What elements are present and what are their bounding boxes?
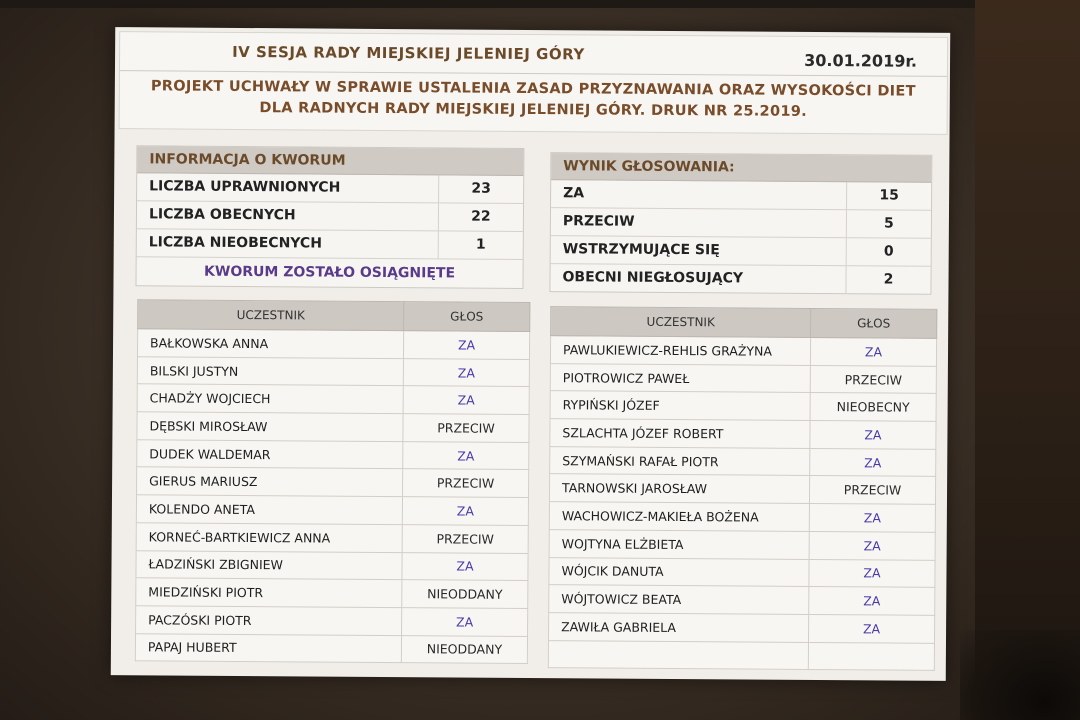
table-row [549, 502, 935, 532]
quorum-value: 22 [471, 208, 491, 225]
projection-screen [111, 27, 951, 681]
vote-value [808, 642, 934, 671]
quorum-label: LICZBA UPRAWNIONYCH [137, 173, 439, 202]
participant-name: RYPIŃSKI JÓZEF [550, 391, 810, 421]
participant-name: ZAWIŁA GABRIELA [549, 613, 809, 643]
vote-value: ZA [809, 587, 935, 616]
table-row [549, 585, 935, 615]
participant-name: WACHOWICZ-MAKIEŁA BOŻENA [549, 502, 809, 532]
vote-value: NIEOBECNY [810, 393, 936, 422]
participant-name: MIEDZIŃSKI PIOTR [136, 578, 402, 608]
column-header-vote: GŁOS [811, 308, 937, 338]
header-divider [120, 70, 947, 77]
table-row [549, 613, 935, 643]
vote-value: ZA [403, 386, 529, 415]
session-title: IV SESJA RADY MIEJSKIEJ JELENIEJ GÓRY [232, 42, 585, 64]
quorum-label: LICZBA NIEOBECNYCH [137, 229, 439, 258]
vote-result-value: 0 [883, 243, 894, 260]
participant-name: BAŁKOWSKA ANNA [137, 329, 403, 359]
table-row [550, 419, 936, 449]
table-row [549, 557, 935, 587]
vote-value: ZA [808, 614, 934, 643]
participant-name: KOLENDO ANETA [136, 495, 402, 525]
vote-result-value: 2 [883, 271, 894, 288]
participant-name: WÓJCIK DANUTA [549, 557, 809, 587]
table-row [137, 440, 529, 470]
participant-name: TARNOWSKI JAROSŁAW [549, 474, 809, 504]
participant-name: WÓJTOWICZ BEATA [549, 585, 809, 615]
table-row [550, 336, 936, 366]
table-row [550, 363, 936, 393]
table-row [137, 412, 529, 442]
quorum-row [137, 201, 523, 232]
table-row [136, 578, 528, 608]
table-row [137, 329, 529, 359]
vote-value: ZA [403, 358, 529, 387]
vote-result-label: OBECNI NIEGŁOSUJĄCY [550, 264, 846, 293]
resolution-title-line-2: DLA RADNYCH RADY MIEJSKIEJ JELENIEJ GÓRY. DRUK NR 25.2019. [259, 100, 808, 120]
table-row [550, 446, 936, 476]
vote-result-row [550, 264, 930, 294]
vote-result-row [551, 236, 931, 267]
participant-name: DĘBSKI MIROSŁAW [137, 412, 403, 442]
vote-value: ZA [810, 337, 936, 366]
table-row [137, 467, 529, 497]
quorum-panel-title: INFORMACJA O KWORUM [137, 146, 523, 176]
vote-value: ZA [402, 552, 528, 581]
participant-name: SZYMAŃSKI RAFAŁ PIOTR [550, 446, 810, 476]
quorum-value: 23 [471, 180, 491, 197]
column-header-participant: UCZESTNIK [138, 300, 404, 331]
vote-value: PRZECIW [403, 414, 529, 443]
resolution-title [120, 76, 947, 124]
table-row [136, 606, 528, 636]
participant-name: DUDEK WALDEMAR [137, 440, 403, 470]
column-header-participant: UCZESTNIK [551, 307, 811, 338]
participant-name [548, 640, 808, 670]
vote-value: ZA [402, 497, 528, 526]
table-row [137, 356, 529, 386]
vote-value: PRZECIW [810, 365, 936, 394]
vote-value: PRZECIW [402, 524, 528, 553]
vote-result-label: PRZECIW [551, 208, 847, 237]
participant-name: CHADŻY WOJCIECH [137, 384, 403, 414]
vote-value: ZA [403, 441, 529, 470]
table-header-row [551, 307, 937, 339]
participant-name: PAWLUKIEWICZ-REHLIS GRAŻYNA [550, 336, 810, 366]
vote-value: PRZECIW [403, 469, 529, 498]
vote-result-value: 5 [883, 215, 894, 232]
participant-name: PACZÓSKI PIOTR [136, 606, 402, 636]
table-row [136, 550, 528, 580]
quorum-status: KWORUM ZOSTAŁO OSIĄGNIĘTE [204, 263, 456, 282]
participant-name: GIERUS MARIUSZ [137, 467, 403, 497]
table-row [550, 391, 936, 421]
top-edge [0, 0, 1080, 8]
quorum-row [137, 229, 523, 260]
vote-value: ZA [809, 531, 935, 560]
vote-result-value: 15 [879, 187, 899, 204]
vote-value: ZA [403, 331, 529, 360]
vote-value: ZA [809, 504, 935, 533]
participant-name: PAPAJ HUBERT [135, 633, 401, 663]
table-row [137, 384, 529, 414]
session-date: 30.01.2019r. [804, 50, 918, 71]
audience-silhouette [960, 630, 1080, 720]
participant-name: SZLACHTA JÓZEF ROBERT [550, 419, 810, 449]
table-row [548, 640, 934, 670]
column-header-vote: GŁOS [404, 302, 530, 332]
vote-value: NIEODDANY [401, 635, 527, 664]
resolution-title-line-1: PROJEKT UCHWAŁY W SPRAWIE USTALENIA ZASAD PRZYZNAWANIA ORAZ WYSOKOŚCI DIET [150, 78, 916, 100]
table-row [549, 474, 935, 504]
participant-name: PIOTROWICZ PAWEŁ [550, 363, 810, 393]
table-row [549, 529, 935, 559]
vote-value: ZA [809, 559, 935, 588]
quorum-panel [135, 145, 524, 289]
participant-name: WOJTYNA ELŻBIETA [549, 529, 809, 559]
vote-result-title: WYNIK GŁOSOWANIA: [551, 153, 931, 183]
participants-table-right [548, 306, 938, 671]
quorum-value: 1 [475, 236, 486, 253]
participant-name: ŁADZIŃSKI ZBIGNIEW [136, 550, 402, 580]
vote-result-label: WSTRZYMUJĄCE SIĘ [551, 236, 847, 265]
table-row [136, 495, 528, 525]
vote-result-panel [549, 152, 932, 295]
vote-value: NIEODDANY [402, 580, 528, 609]
table-row [136, 523, 528, 553]
vote-value: PRZECIW [809, 476, 935, 505]
vote-value: ZA [810, 421, 936, 450]
quorum-label: LICZBA OBECNYCH [137, 201, 439, 230]
participant-name: KORNEĆ-BARTKIEWICZ ANNA [136, 523, 402, 553]
vote-value: ZA [402, 607, 528, 636]
participant-name: BILSKI JUSTYN [137, 356, 403, 386]
table-header-row [138, 300, 530, 332]
vote-result-label: ZA [551, 180, 847, 209]
header-panel [119, 31, 949, 135]
wall-background [975, 0, 1080, 720]
table-row [135, 633, 527, 663]
participants-table-left [135, 299, 531, 664]
vote-value: ZA [810, 448, 936, 477]
quorum-row [137, 173, 523, 204]
vote-result-row [551, 180, 931, 211]
vote-result-row [551, 208, 931, 239]
